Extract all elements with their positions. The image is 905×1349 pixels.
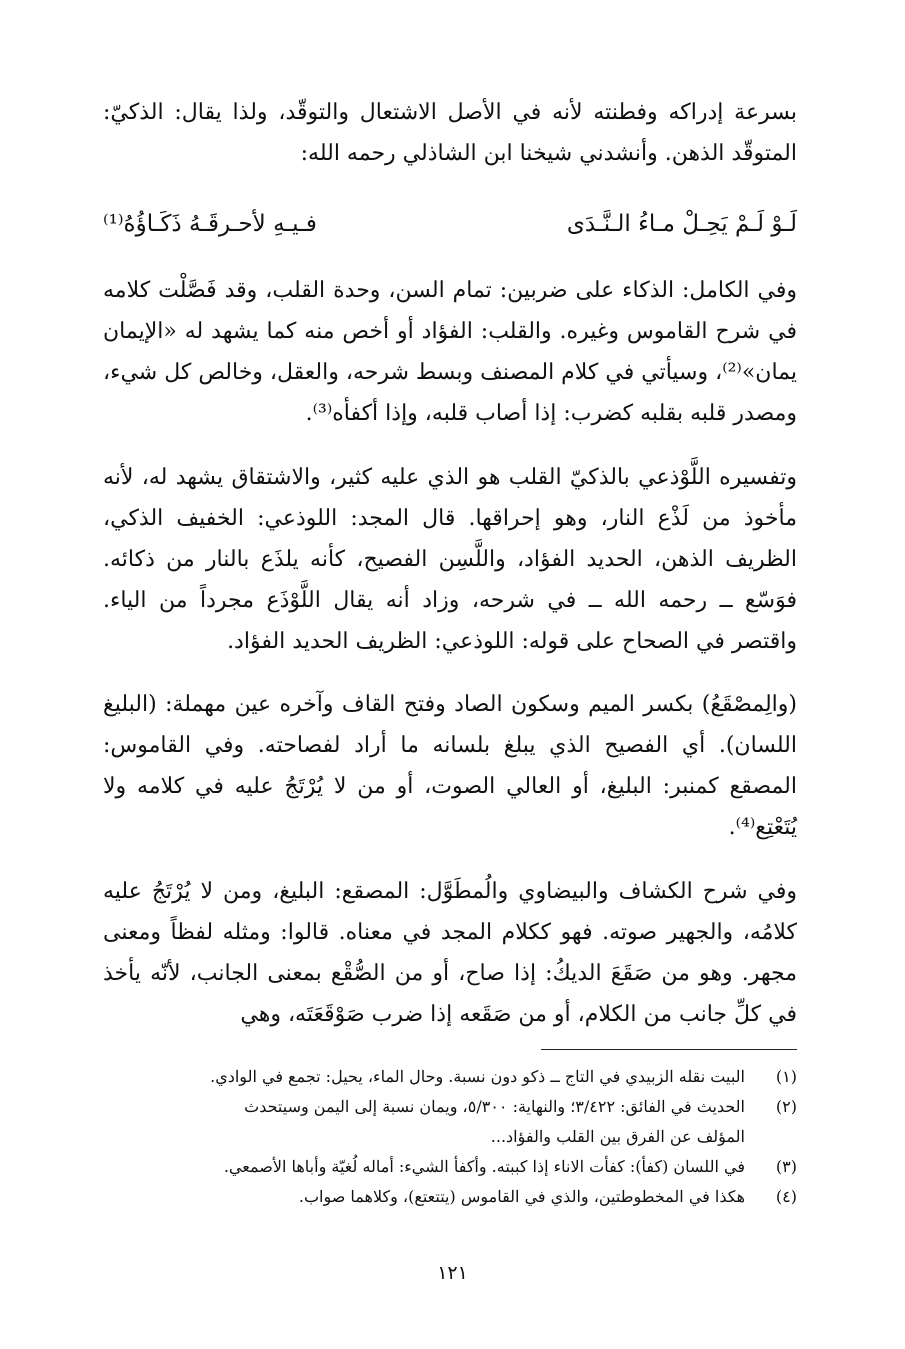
verse-first-hemistich: لَـوْ لَـمْ يَحِـلْ مـاءُ الـنَّـدَى	[566, 211, 797, 237]
paragraph: بسرعة إدراكه وفطنته لأنه في الأصل الاشتعال والتوقّد، ولذا يقال: الذكيّ: المتوقّد الذهن. وأنشدني شيخنا ابن الشاذلي رحمه الله:	[103, 100, 797, 166]
page-number: ١٢١	[437, 1262, 468, 1284]
footnote-continuation: المؤلف عن الفرق بين القلب والفؤاد...	[490, 1127, 745, 1146]
footnote-number: (٤)	[775, 1187, 797, 1206]
footnotes	[103, 1062, 797, 1212]
paragraph: وفي شرح الكشاف والبيضاوي والُمطَوَّل: المصقع: البليغ، ومن لا يُرْتَجُ عليه كلامُه، والجهير صوته. فهو ككلام المجد في معناه. قالوا: ومثله لفظاً ومعنى مجهر. وهو من صَقَعَ الديكُ: إذا صاح، أو من الصُّقْع بمعنى الجانب، لأنّه يأخذ في كلِّ جانب من الكلام، أو من صَقَعه إذا ضرب صَوْقَعَتَه، وهي	[103, 879, 797, 1027]
verse-second-hemistich: فـيـهِ لأحـرقَـهُ ذَكَـاؤُهُ⁽¹⁾	[103, 211, 317, 237]
paragraph: وفي الكامل: الذكاء على ضربين: تمام السن، وحدة القلب، وقد فَصَّلْت كلامه في شرح القاموس وغيره. والقلب: الفؤاد أو أخص منه كما يشهد له «الإيمان يمان»⁽²⁾، وسيأتي في كلام المصنف وبسط شرحه، والعقل، وخالص كل شيء، ومصدر قلبه بقلبه كضرب: إذا أصاب قلبه، وإذا أكفأه⁽³⁾.	[103, 278, 797, 426]
poetry-verse	[103, 200, 797, 248]
paragraph: (والِمصْقَعُ) بكسر الميم وسكون الصاد وفتح القاف وآخره عين مهملة: (البليغ اللسان). أي الفصيح الذي يبلغ بلسانه ما أراد لفصاحته. وفي القاموس: المصقع كمنبر: البليغ، أو العالي الصوت، أو من لا يُرْتَجُ عليه في كلامه ولا يُتَعْتِع⁽⁴⁾.	[103, 692, 797, 840]
footnote-text: في اللسان (كفأ): كفأت الاناء إذا كببته. وأكفأ الشيء: أماله لُغيّة وأباها الأصمعي.	[223, 1157, 745, 1176]
footnote	[103, 1152, 797, 1182]
footnote	[103, 1182, 797, 1212]
footnote-text: الحديث في الفائق: ٣/٤٢٢؛ والنهاية: ٥/٣٠٠، ويمان نسبة إلى اليمن وسيتحدث	[244, 1097, 745, 1116]
footnote-text: البيت نقله الزبيدي في التاج ــ ذكو دون نسبة. وحال الماء، يحيل: تجمع في الوادي.	[210, 1067, 745, 1086]
footnote-number: (٣)	[775, 1157, 797, 1176]
footnote-number: (٢)	[775, 1097, 797, 1116]
footnote-text: هكذا في المخطوطتين، والذي في القاموس (يتتعتع)، وكلاهما صواب.	[298, 1187, 745, 1206]
footnote	[103, 1092, 797, 1122]
footnote-number: (١)	[775, 1067, 797, 1086]
paragraph: وتفسيره اللَّوْذعي بالذكيّ القلب هو الذي عليه كثير، والاشتقاق يشهد له، لأنه مأخوذ من لَذْع النار، وهو إحراقها. قال المجد: اللوذعي: الخفيف الذكي، الظريف الذهن، الحديد الفؤاد، واللَّسِن الفصيح، كأنه يلذَع بالنار من ذكائه. فوَسّع ــ رحمه الله ــ في شرحه، وزاد أنه يقال اللَّوْذَع مجرداً من الياء. واقتصر في الصحاح على قوله: اللوذعي: الظريف الحديد الفؤاد.	[103, 465, 797, 654]
footnote	[103, 1062, 797, 1092]
footnote-separator	[541, 1049, 797, 1050]
